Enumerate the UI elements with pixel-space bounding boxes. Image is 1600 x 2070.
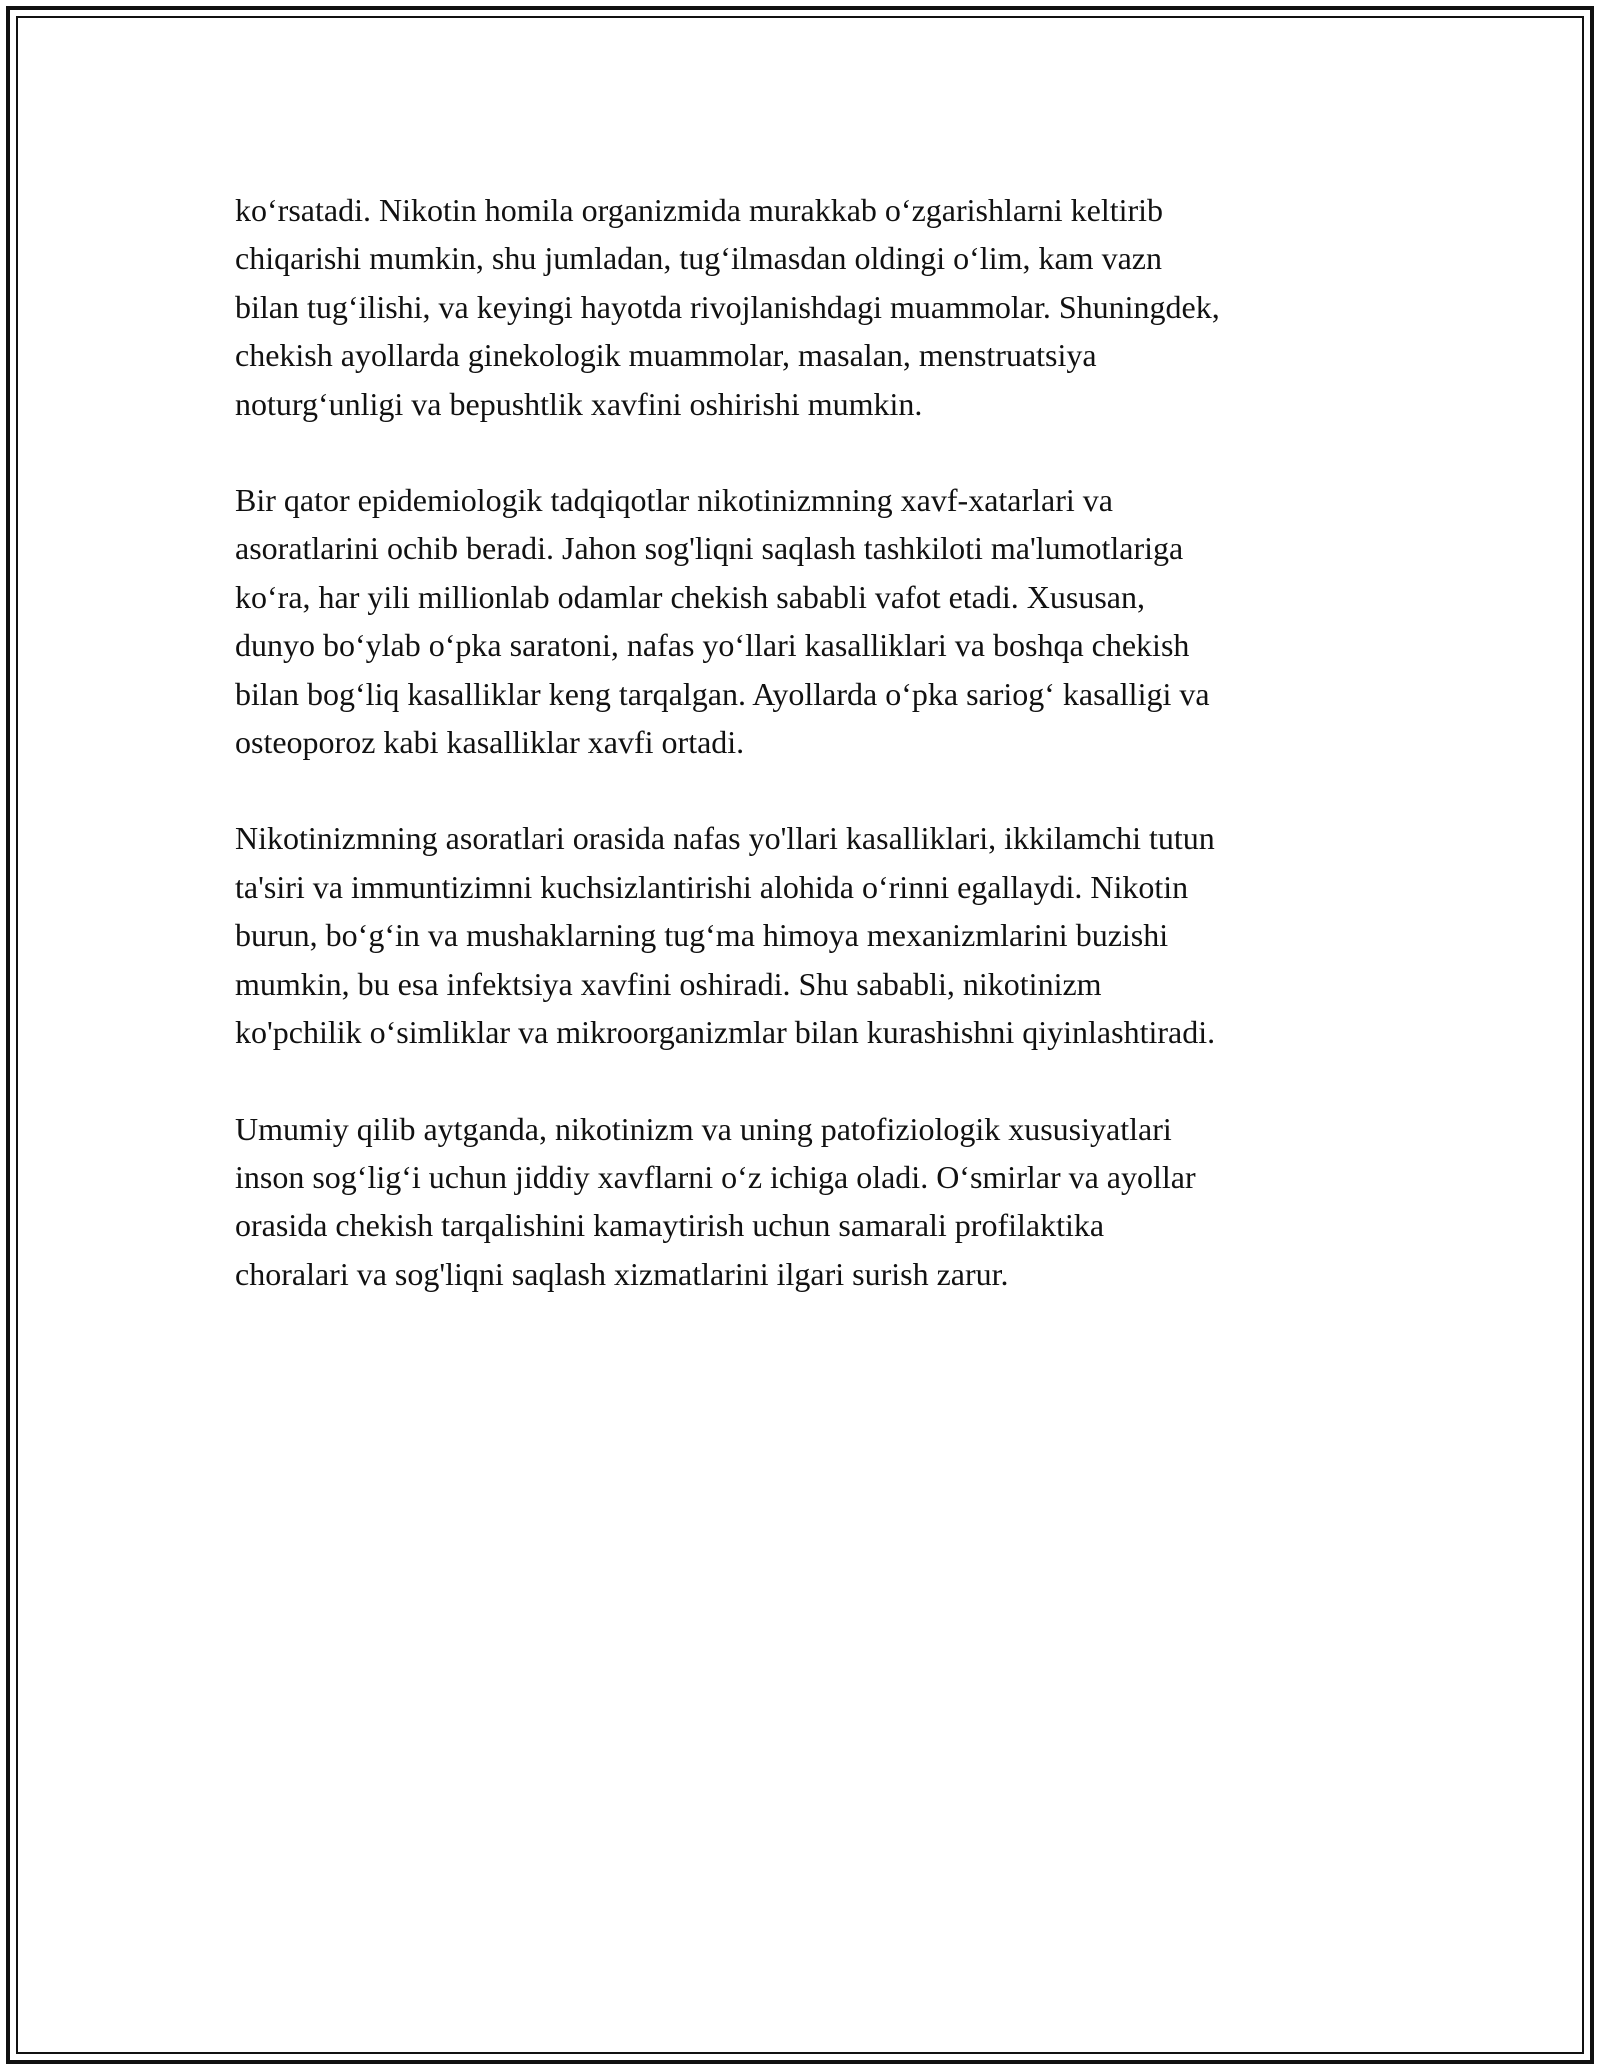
text-line: bilan tug‘ilishi, va keyingi hayotda rivojlanishdagi muammolar. Shuningdek,: [235, 288, 1220, 325]
text-line: asoratlarini ochib beradi. Jahon sog'liqni saqlash tashkiloti ma'lumotlariga: [235, 530, 1184, 567]
text-line: mumkin, bu esa infektsiya xavfini oshiradi. Shu sababli, nikotinizm: [235, 965, 1102, 1002]
text-line: ko‘ra, har yili millionlab odamlar chekish sababli vafot etadi. Xususan,: [235, 578, 1145, 615]
text-line: bilan bog‘liq kasalliklar keng tarqalgan. Ayollarda o‘pka sariog‘ kasalligi va: [235, 675, 1210, 712]
paragraph-3: [235, 814, 1375, 1056]
paragraph-1: [235, 186, 1375, 428]
text-line: Nikotinizmning asoratlari orasida nafas yo'llari kasalliklari, ikkilamchi tutun: [235, 820, 1215, 857]
text-line: dunyo bo‘ylab o‘pka saratoni, nafas yo‘llari kasalliklari va boshqa chekish: [235, 627, 1190, 664]
text-line: ta'siri va immuntizimni kuchsizlantirishi alohida o‘rinni egallaydi. Nikotin: [235, 868, 1189, 905]
text-line: chekish ayollarda ginekologik muammolar, masalan, menstruatsiya: [235, 337, 1097, 374]
text-line: Bir qator epidemiologik tadqiqotlar nikotinizmning xavf-xatarlari va: [235, 482, 1113, 519]
text-line: burun, bo‘g‘in va mushaklarning tug‘ma himoya mexanizmlarini buzishi: [235, 917, 1169, 954]
text-line: Umumiy qilib aytganda, nikotinizm va uning patofiziologik xususiyatlari: [235, 1110, 1172, 1147]
document-body: [235, 186, 1375, 1346]
text-line: inson sog‘lig‘i uchun jiddiy xavflarni o‘z ichiga oladi. O‘smirlar va ayollar: [235, 1158, 1196, 1195]
text-line: chiqarishi mumkin, shu jumladan, tug‘ilmasdan oldingi o‘lim, kam vazn: [235, 240, 1162, 277]
text-line: ko‘rsatadi. Nikotin homila organizmida murakkab o‘zgarishlarni keltirib: [235, 192, 1164, 228]
text-line: choralari va sog'liqni saqlash xizmatlarini ilgari surish zarur.: [235, 1255, 1009, 1292]
text-line: osteoporoz kabi kasalliklar xavfi ortadi.: [235, 724, 745, 761]
text-line: noturg‘unligi va bepushtlik xavfini oshirishi mumkin.: [235, 385, 923, 422]
text-line: ko'pchilik o‘simliklar va mikroorganizmlar bilan kurashishni qiyinlashtiradi.: [235, 1014, 1216, 1051]
text-line: orasida chekish tarqalishini kamaytirish uchun samarali profilaktika: [235, 1207, 1105, 1244]
paragraph-2: [235, 476, 1375, 766]
paragraph-4: [235, 1105, 1375, 1299]
